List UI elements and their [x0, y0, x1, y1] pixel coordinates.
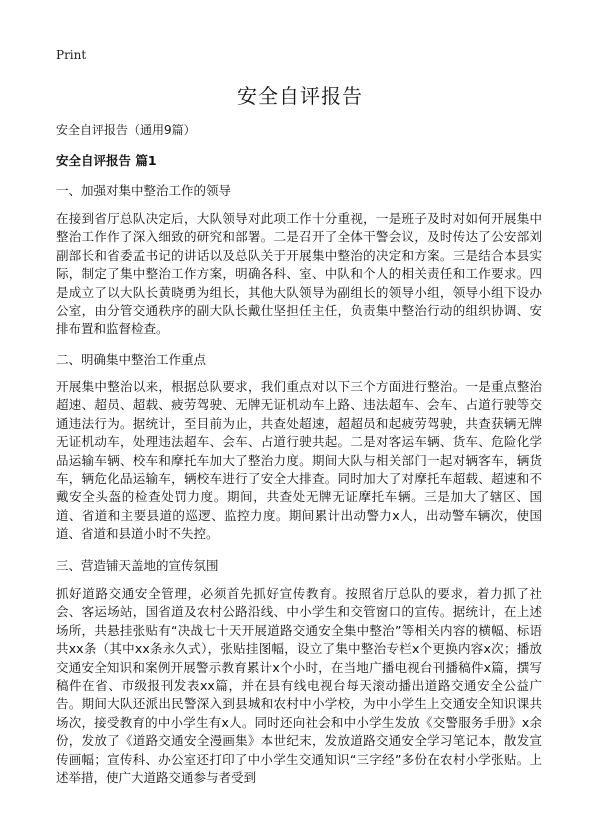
document-title: 安全自评报告 — [237, 84, 363, 108]
section-paragraph-2: 开展集中整治以来，根据总队要求，我们重点对以下三个方面进行整治。一是重点整治超速、超员、超载、疲劳驾驶、无牌无证机动车上路、违法超车、会车、占道行驶等交通违法行为。据统计，至目前为止，共查处超速，超超员和起疲劳驾驶，共查获辆无牌无证机动车，处理违法超车、会车、占道行驶共起。二是对客运车辆、货车、危险化学品运输车辆、校车和摩托车加大了整治力度。期间大队与相关部门一起对辆客车，辆货车，辆危化品运输车，辆校车进行了安全大排查。同时加大了对摩托车超载、超速和不戴安全头盔的检查处罚力度。期间，共查处无牌无证摩托车辆。三是加大了辖区、国道、省道和主要县道的巡逻、监控力度。期间累计出动警力x人，出动警车辆次，使国道、省道和县道小时不失控。 — [56, 379, 542, 542]
document-subtitle: 安全自评报告（通用9篇） — [56, 123, 196, 137]
section-paragraph-1: 在接到省厅总队决定后，大队领导对此项工作十分重视，一是班子及时对如何开展集中整治工作作了深入细致的研究和部署。二是召开了全体干警会议，及时传达了公安部刘副部长和省委孟书记的讲话以及总队关于开展集中整治的决定和方案。三是结合本县实际，制定了集中整治工作方案，明确各科、室、中队和个人的相关责任和工作要求。四是成立了以大队长黄晓勇为组长，其他大队领导为副组长的领导小组，领导小组下设办公室，由分管交通秩序的副大队长戴仕坚担任主任，负责集中整治行动的组织协调、安排布置和监督检查。 — [56, 211, 542, 337]
section-heading-2: 二、明确集中整治工作重点 — [56, 352, 207, 367]
section-title: 安全自评报告 篇1 — [56, 153, 157, 168]
section-heading-3: 三、营造铺天盖地的宣传氛围 — [56, 558, 219, 573]
section-heading-1: 一、加强对集中整治工作的领导 — [56, 183, 232, 198]
print-label: Print — [56, 48, 87, 62]
section-paragraph-3: 抓好道路交通安全管理，必须首先抓好宣传教育。按照省厅总队的要求，着力抓了社会、客运场站，国省道及农村公路沿线、中小学生和交管窗口的宣传。据统计，在上述场所，共悬挂张贴有“决战七十天开展道路交通安全集中整治”等相关内容的横幅、标语共xx条（其中xx条永久式），张贴挂图幅，设立了集中整治专栏x个更换内容x次；播放交通安全知识和案例开展警示教育累计x个小时，在当地广播电视台刊播稿件x篇，撰写稿件在省、市级报刊发表xx篇，并在县有线电视台每天滚动播出道路交通安全公益广告。期间大队还派出民警深入到县城和农村中小学校，为中小学生上交通安全知识课共场次，接受教育的中小学生有x人。同时还向社会和中小学生发放《交警服务手册》x余份，发放了《道路交通安全漫画集》本世纪末，发放道路交通安全学习笔记本，散发宣传画幅；宣传科、办公室还打印了中小学生交通知识“三字经”多份在农村小学张贴。上述举措，使广大道路交通参与者受到 — [56, 586, 542, 786]
